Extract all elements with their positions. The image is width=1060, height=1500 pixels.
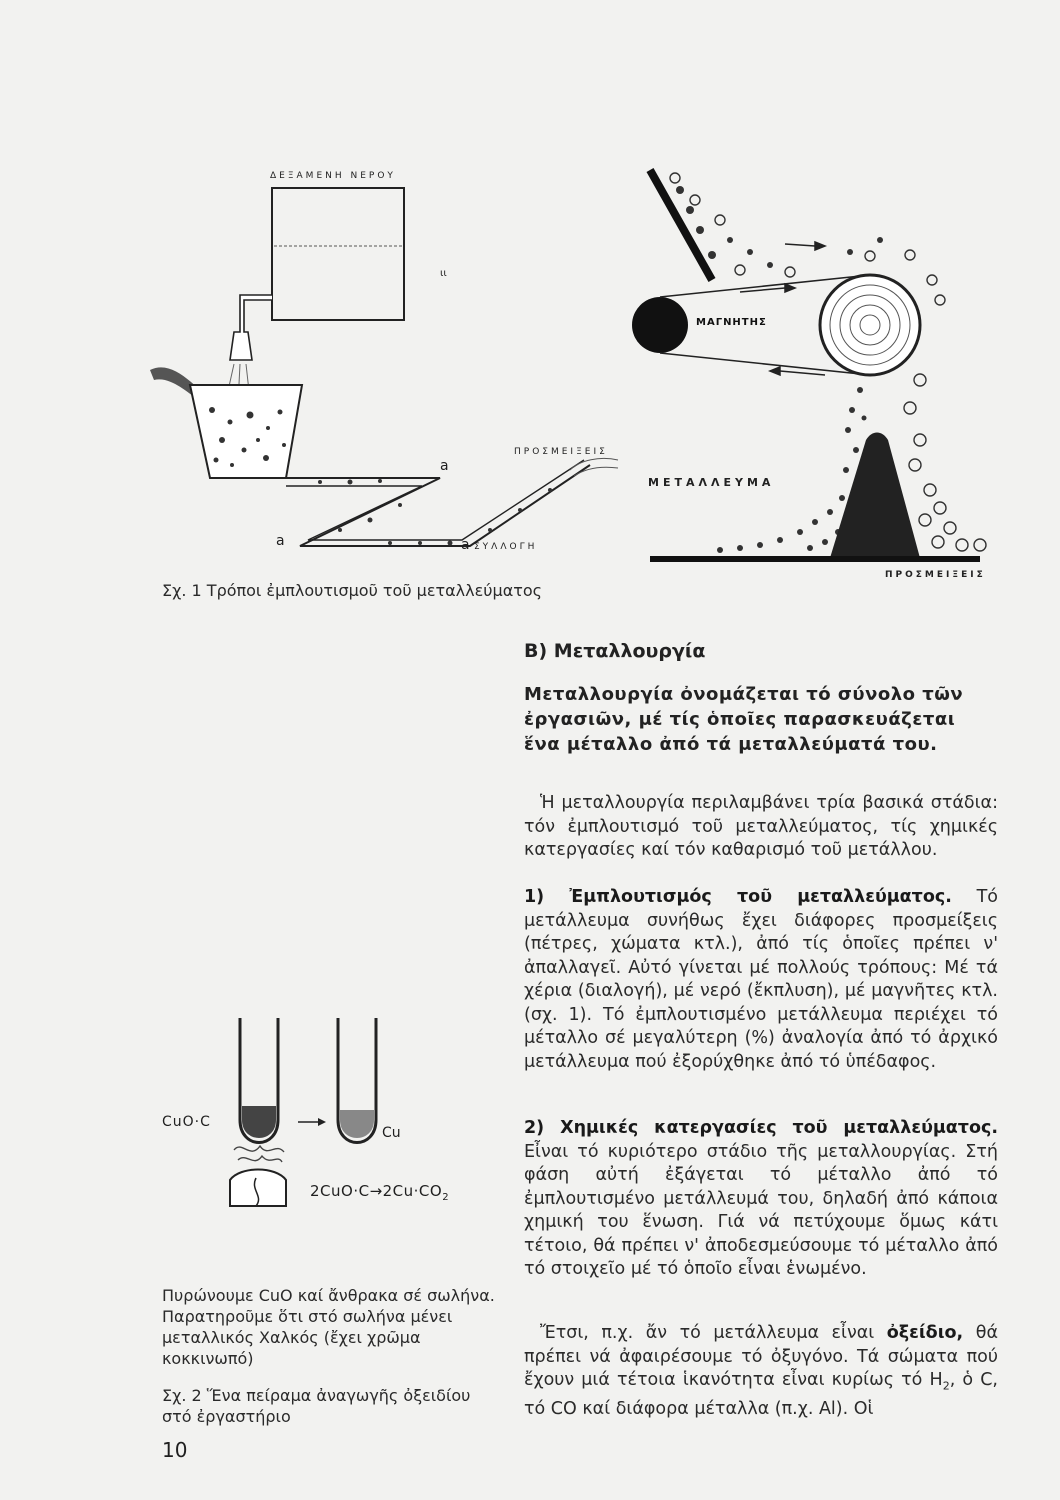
ground-line <box>650 556 980 562</box>
stage-1-paragraph <box>524 886 998 1074</box>
definition-text: Μεταλλουργία ὀνομάζεται τό σύνολο τῶν ἐργασιῶν, μέ τίς ὁποῖες παρασκευάζεται ἕνα μέταλλο ἀπό τά μεταλλεύματά του. <box>524 684 964 755</box>
h2-symbol: H <box>929 1370 943 1390</box>
stage-1-text: Τό μετάλλευμα συνήθως ἔχει διάφορες προσμείξεις (πέτρες, χώματα κτλ.), ἀπό τίς ὁποῖες πρέπει ν' ἀπαλλαγεῖ. Αὐτό γίνεται μέ πολλούς τρόπους: Μέ τά χέρια (διαλογή), μέ νερό (ἔκπλυση), μέ μαγνῆτες κτλ. (σχ. 1). Τό ἐμπλουτισμένο μετάλλευμα περιέχει τό μέταλλο σέ μεγαλύτερη (%) ἀναλογία ἀπό τό ἀρχικό μετάλλευμα πού ἐξορύχθηκε ἀπό τό ὑπέδαφος. <box>524 887 998 1072</box>
collection-label: ΣΥΛΛΟΓΗ <box>474 542 538 552</box>
intro-text: Ἡ μεταλλουργία περιλαμβάνει τρία βασικά στάδια: τόν ἐμπλουτισμό τοῦ μεταλλεύματος, τίς χημικές κατεργασίες καί τόν καθαρισμό τοῦ μετάλλου. <box>524 793 998 860</box>
stage-2-heading: 2) Χημικές κατεργασίες τοῦ μεταλλεύματος. <box>524 1118 998 1138</box>
figure-2-description: Πυρώνουμε CuO καί ἄνθρακα σέ σωλήνα. Παρατηροῦμε ὅτι στό σωλήνα μένει μεταλλικός Χαλκός (ἔχει χρῶμα κοκκινωπό) <box>162 1286 495 1368</box>
magnet-pulley <box>632 297 688 353</box>
marker-a-3: a <box>461 537 470 553</box>
washing-diagram <box>140 160 620 580</box>
figure-2-caption: Σχ. 2 Ἕνα πείραμα ἀναγωγῆς ὀξειδίου στό ἐργαστήριο <box>162 1386 471 1426</box>
oxide-term: ὀξείδιο, <box>886 1323 964 1343</box>
h2-formula <box>929 1370 950 1393</box>
equation-subscript: 2 <box>442 1192 450 1203</box>
ore-pile <box>830 433 920 559</box>
sluice-channel <box>280 465 590 546</box>
water-pipe <box>230 295 272 360</box>
stage-2-paragraph-2 <box>524 1322 998 1422</box>
stage-2-text2-a: Ἔτσι, π.χ. ἄν τό μετάλλευμα εἶναι <box>540 1323 875 1343</box>
impurities-label: ΠΡΟΣΜΕΙΞΕΙΣ <box>514 447 608 457</box>
stage-1-block <box>524 886 998 1074</box>
equation-text: 2CuO·C→2Cu·CO <box>310 1182 443 1200</box>
water-tank <box>272 188 404 320</box>
marker-a-1: a <box>440 458 449 474</box>
tube-2-label: Cu <box>382 1125 401 1141</box>
stage-2-text: Εἶναι τό κυριότερο στάδιο τῆς μεταλλουργίας. Στή φάση αὐτή ἐξάγεται τό μέταλλο ἀπό τό ἐμπλουτισμένο μετάλλευμά του, δηλαδή ἀπό κάποια χημική του ἕνωση. Γιά νά πετύχουμε ὅμως κάτι τέτοιο, θά πρέπει ν' ἀποδεσμεύσουμε τό μέταλλο ἀπό τό στοιχεῖο μέ τό ὁποῖο εἶναι ἑνωμένο. <box>524 1141 998 1279</box>
tube-1-label: CuO·C <box>162 1114 211 1130</box>
marker-a-2: a <box>276 533 285 549</box>
stage-2-block-2 <box>524 1322 998 1422</box>
tank-label: ΔΕΞΑΜΕΝΗ ΝΕΡΟΥ <box>270 171 396 181</box>
washing-funnel <box>190 385 302 478</box>
page-number: 10 <box>162 1438 188 1462</box>
impurities-label-2: ΠΡΟΣΜΕΙΞΕΙΣ <box>885 570 986 580</box>
intro-paragraph <box>524 792 998 863</box>
magnet-label: ΜΑΓΝΗΤΗΣ <box>696 317 767 328</box>
stage-2-text2-c: , ὁ C, τό CO καί διάφορα μέταλλα (π.χ. Al). Οἱ <box>524 1370 998 1419</box>
stage-2-text2-b: θά πρέπει νά ἀφαιρέσουμε τό ὀξυγόνο. Τά σώματα πού ἔχουν μιά τέτοια ἱκανότητα εἶναι κυρίως τό <box>524 1323 998 1390</box>
reaction-equation <box>310 1182 449 1203</box>
section-title: Β) Μεταλλουργία <box>524 640 706 662</box>
magnetic-separator-diagram <box>620 160 1000 580</box>
stage-2-block <box>524 1117 998 1282</box>
ore-label: ΜΕΤΑΛΛΕΥΜΑ <box>648 476 775 489</box>
stage-2-paragraph <box>524 1117 998 1282</box>
figure-1-caption: Σχ. 1 Τρόποι ἐμπλουτισμοῦ τοῦ μεταλλεύματος <box>162 581 543 600</box>
h2-subscript: 2 <box>942 1379 950 1393</box>
drive-drum <box>820 275 920 375</box>
marker-ii: ιι <box>440 268 447 279</box>
stage-1-heading: 1) Ἐμπλουτισμός τοῦ μεταλλεύματος. <box>524 887 952 907</box>
